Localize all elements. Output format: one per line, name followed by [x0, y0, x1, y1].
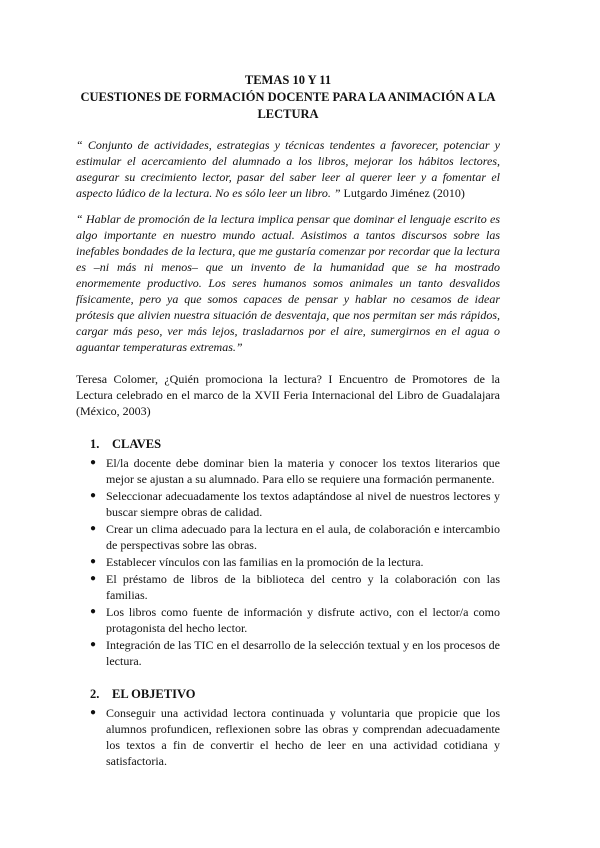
section-title: CLAVES: [112, 437, 162, 451]
list-item: ● Conseguir una actividad lectora continuada y voluntaria que propicie que los alumnos profundicen, reflexionen sobre las obras y comprendan adecuadamente los textos a fin de convertir el hecho de leer en una actividad cotidiana y satisfactoria.: [90, 706, 500, 768]
bullet-icon: ●: [90, 523, 97, 534]
section-heading: [76, 686, 500, 702]
quote-author: Lutgardo Jiménez (2010): [343, 186, 465, 200]
section-number: 2.: [90, 687, 100, 701]
bullet-icon: ●: [90, 639, 97, 650]
bullet-icon: ●: [90, 556, 97, 567]
bullet-icon: ●: [90, 490, 97, 501]
quote-text: “ Conjunto de actividades, estrategias y técnicas tendentes a favorecer, potenciar y estimular el acercamiento del alumnado a los libros, mejorar los hábitos lectores, asegurar su crecimiento lector, pasar del saber leer al querer leer y a fomentar el aspecto lúdico de la lectura. No es sólo leer un libro. ”: [76, 138, 500, 200]
section-title: EL OBJETIVO: [112, 687, 196, 701]
list-item: ● El/la docente debe dominar bien la materia y conocer los textos literarios que mejor se ajustan a su alumnado. Para ello se requiere una formación permanente.: [90, 456, 500, 486]
quote-jimenez: [76, 137, 500, 201]
list-item: ● Establecer vínculos con las familias en la promoción de la lectura.: [90, 555, 424, 569]
list-item: ● Seleccionar adecuadamente los textos adaptándose al nivel de nuestros lectores y buscar siempre obras de calidad.: [90, 489, 500, 519]
list-item: ● Los libros como fuente de información y disfrute activo, con el lector/a como protagonista del hecho lector.: [90, 605, 500, 635]
document-title-line1: TEMAS 10 Y 11: [244, 73, 332, 87]
bullet-icon: ●: [90, 457, 97, 468]
citation-paragraph: Teresa Colomer, ¿Quién promociona la lectura? I Encuentro de Promotores de la Lectura celebrado en el marco de la XVII Feria Internacional del Libro de Guadalajara (México, 2003): [76, 372, 500, 418]
bullet-list: [76, 705, 500, 769]
quote-colomer: [76, 211, 500, 355]
document-title-line2: CUESTIONES DE FORMACIÓN DOCENTE PARA LA ANIMACIÓN A LA LECTURA: [80, 90, 496, 121]
quote-text: “ Hablar de promoción de la lectura implica pensar que dominar el lenguaje escrito es algo importante en nuestro mundo actual. Asistimos a tantos discursos sobre las inefables bondades de la lectura, que me gustaría comenzar por recordar que la lectura es –ni más ni menos– que un invento de la humanidad que se ha mostrado enormemente productivo. Los seres humanos somos animales un tanto desvalidos físicamente, pero ya que somos capaces de pensar y hablar no cesamos de idear prótesis que alivien nuestra situación de desventaja, que nos permitan ser más rápidos, cargar más peso, ver más lejos, trasladarnos por el aire, sumergirnos en el agua o aguantar temperaturas extremas.”: [76, 212, 500, 354]
bullet-icon: ●: [90, 606, 97, 617]
bullet-icon: ●: [90, 573, 97, 584]
section-claves: [76, 436, 500, 669]
list-item: ● Integración de las TIC en el desarrollo de la selección textual y en los procesos de lectura.: [90, 638, 500, 668]
list-item: ● El préstamo de libros de la biblioteca del centro y la colaboración con las familias.: [90, 572, 500, 602]
section-number: 1.: [90, 437, 100, 451]
list-item: ● Crear un clima adecuado para la lectura en el aula, de colaboración e intercambio de perspectivas sobre las obras.: [90, 522, 500, 552]
bullet-icon: ●: [90, 707, 97, 718]
section-objetivo: [76, 686, 500, 769]
section-heading: [76, 436, 500, 452]
bullet-list: [76, 455, 500, 669]
